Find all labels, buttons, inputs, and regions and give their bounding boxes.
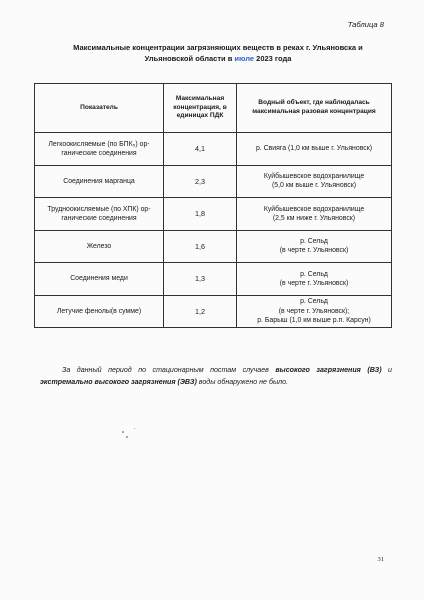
indicator-cell-line: ганические соединения (61, 214, 137, 222)
indicator-cell-line: Соединения меди (70, 275, 128, 283)
indicator-cell (35, 263, 164, 296)
title-month: июле (234, 54, 255, 63)
note-paragraph (40, 364, 392, 388)
water-body-cell-line: р. Барыш (1,0 км выше р.п. Карсун) (257, 316, 371, 324)
concentration-cell-line: 1,6 (195, 241, 205, 251)
table-row (35, 198, 392, 231)
concentration-cell (164, 198, 237, 231)
scan-speck (134, 428, 135, 429)
scan-speck (122, 431, 124, 433)
table-row (35, 263, 392, 296)
concentration-cell-line: 1,3 (195, 274, 205, 284)
table-body (35, 133, 392, 328)
concentration-cell-line: 4,1 (195, 144, 205, 154)
water-body-cell-line: (в черте г. Ульяновск) (279, 279, 349, 287)
concentration-cell-line: 1,8 (195, 209, 205, 219)
indicator-cell (35, 133, 164, 166)
indicator-cell (35, 198, 164, 231)
table-row (35, 230, 392, 263)
concentration-table (34, 83, 392, 328)
water-body-cell-line: (в черте г. Ульяновск); (278, 307, 350, 315)
water-body-cell-line: Куйбышевское водохранилище (263, 205, 365, 213)
water-body-cell (237, 263, 392, 296)
water-body-cell (237, 230, 392, 263)
concentration-cell (164, 295, 237, 328)
concentration-cell (164, 263, 237, 296)
water-body-cell-line: р. Сельд (300, 238, 328, 246)
indicator-cell-line: Легкоокисляемые (по БПК₅) ор- (48, 140, 150, 148)
note-text-1: За данный период по стационарным постам случаев (62, 366, 276, 374)
water-body-cell (237, 133, 392, 166)
indicator-cell-line: Железо (86, 242, 112, 250)
note-bold-extreme-pollution: экстремально высокого загрязнения (ЭВЗ) (40, 378, 197, 386)
table-row (35, 295, 392, 328)
indicator-cell (35, 230, 164, 263)
column-header-concentration: Максимальная концентрация, в единицах ПДК (164, 84, 237, 133)
table-row (35, 133, 392, 166)
water-body-cell-line: р. Свияга (1,0 км выше г. Ульяновск) (255, 145, 373, 153)
water-body-cell-line: (5,0 км выше г. Ульяновск) (271, 182, 357, 190)
water-body-cell-line: Куйбышевское водохранилище (263, 173, 365, 181)
table-header-row (35, 84, 392, 133)
note-text-2: и (381, 366, 392, 374)
water-body-cell (237, 198, 392, 231)
scan-speck (126, 436, 128, 438)
title-text-start: Максимальные концентрации загрязняющих веществ в реках г. Ульяновска и Ульяновской области в (73, 43, 363, 63)
page-number: 31 (377, 556, 384, 563)
table-title (60, 42, 376, 64)
indicator-cell-line: Соединения марганца (63, 177, 135, 185)
column-header-water-body: Водный объект, где наблюдалась максимальная разовая концентрация (237, 84, 392, 133)
indicator-cell-line: Летучие фенолы(в сумме) (56, 307, 142, 315)
concentration-cell (164, 133, 237, 166)
title-text-end: 2023 года (254, 54, 292, 63)
water-body-cell (237, 295, 392, 328)
concentration-cell-line: 2,3 (195, 176, 205, 186)
concentration-cell-line: 1,2 (195, 306, 205, 316)
table-number-label: Таблица 8 (347, 20, 384, 29)
table-row (35, 165, 392, 198)
concentration-cell (164, 230, 237, 263)
indicator-cell-line: Трудноокисляемые (по ХПК) ор- (47, 205, 151, 213)
water-body-cell-line: (2,5 км ниже г. Ульяновск) (272, 214, 356, 222)
indicator-cell-line: ганические соединения (61, 149, 137, 157)
note-text-3: воды обнаружено не было. (196, 378, 289, 386)
column-header-indicator: Показатель (35, 84, 164, 133)
water-body-cell-line: (в черте г. Ульяновск) (279, 247, 349, 255)
indicator-cell (35, 165, 164, 198)
note-bold-high-pollution: высокого загрязнения (ВЗ) (275, 366, 382, 374)
water-body-cell-line: р. Сельд (300, 270, 328, 278)
concentration-cell (164, 165, 237, 198)
water-body-cell (237, 165, 392, 198)
indicator-cell (35, 295, 164, 328)
water-body-cell-line: р. Сельд (300, 298, 328, 306)
